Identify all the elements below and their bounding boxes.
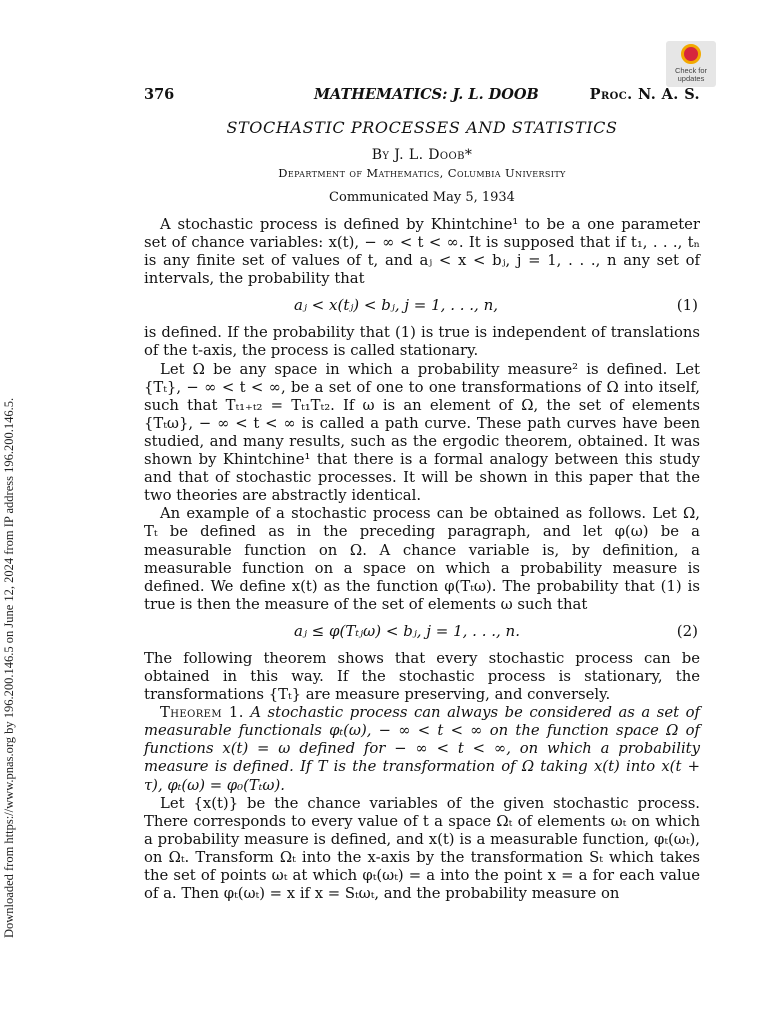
equation-2-expression: aⱼ ≤ φ(Tₜⱼω) < bⱼ, j = 1, . . ., n. xyxy=(294,621,520,640)
running-title: MATHEMATICS: J. L. DOOB xyxy=(314,86,539,103)
check-updates-icon xyxy=(681,44,701,64)
paper-title: STOCHASTIC PROCESSES AND STATISTICS xyxy=(226,118,618,137)
theorem-label: Theorem 1. xyxy=(160,704,244,722)
communicated-line: Communicated May 5, 1934 xyxy=(329,190,515,205)
paragraph-example: An example of a stochastic process can be obtained as follows. Let Ω, Tₜ be defined as in the preceding paragraph, and let φ(ω) be a measurable function on Ω. A chance variable is, by definition, a measurable function on a space on which a probability measure is defined. We define x(t) as the function φ(Tₜω). The probability that (1) is true is then the measure of the set of elements ω such that xyxy=(144,505,700,613)
paragraph-stationary: is defined. If the probability that (1) is true is independent of translations of the t-axis, the process is called stationary. xyxy=(144,324,700,360)
author-line: By J. L. Doob* xyxy=(371,147,473,163)
page-number: 376 xyxy=(144,86,175,103)
equation-1-expression: aⱼ < x(tⱼ) < bⱼ, j = 1, . . ., n, xyxy=(294,296,499,315)
running-header xyxy=(144,86,700,108)
equation-2-number: (2) xyxy=(676,621,698,640)
department-line: Department of Mathematics, Columbia University xyxy=(278,166,566,180)
paragraph-path-curves: Let Ω be any space in which a probability measure² is defined. Let {Tₜ}, − ∞ < t < ∞, be a set of one to one transformations of Ω into itself, such that Tₜ₁₊ₜ₂ = Tₜ₁Tₜ₂. If ω is an element of Ω, the set of elements {Tₜω}, − ∞ < t < ∞ is called a path curve. These path curves have been studied, and many results, such as the ergodic theorem, obtained. It was shown by Khintchine¹ that there is a formal analogy between this study and that of stochastic processes. It will be shown in this paper that the two theories are abstractly identical. xyxy=(144,360,700,505)
article-body xyxy=(144,216,700,903)
download-notice: Downloaded from https://www.pnas.org by 196.200.146.5 on June 12, 2024 from IP address 196.200.146.5. xyxy=(2,397,16,938)
paragraph-following-theorem: The following theorem shows that every stochastic process can be obtained in this way. If the stochastic process is stationary, the transformations {Tₜ} are measure preserving, and conversely. xyxy=(144,649,700,704)
badge-label: Check for updates xyxy=(674,66,708,83)
paragraph-intro: A stochastic process is defined by Khintchine¹ to be a one parameter set of chance variables: x(t), − ∞ < t < ∞. It is supposed that if t₁, . . ., tₙ is any finite set of values of t, and aⱼ < x < bⱼ, j = 1, . . ., n any set of intervals, the probability that xyxy=(144,216,700,288)
journal-name: Proc. N. A. S. xyxy=(589,86,700,103)
check-for-updates-badge[interactable] xyxy=(666,41,716,87)
theorem-text: A stochastic process can always be considered as a set of measurable functionals φₜ(ω), − ∞ < t < ∞ on the function space Ω of functions x(t) = ω defined for − ∞ < t < ∞, on which a probability measure is defined. If T is the transformation of Ω taking x(t) into x(t + τ), φₜ(ω) = φ₀(Tₜω). xyxy=(144,704,700,794)
equation-1-number: (1) xyxy=(676,296,698,315)
theorem-1 xyxy=(144,704,700,794)
equation-2 xyxy=(144,614,700,650)
paragraph-proof: Let {x(t)} be the chance variables of the given stochastic process. There corresponds to every value of t a space Ωₜ of elements ωₜ on which a probability measure is defined, and x(t) is a measurable function, φₜ(ωₜ), on Ωₜ. Transform Ωₜ into the x-axis by the transformation Sₜ which takes the set of points ωₜ at which φₜ(ωₜ) = a into the point x = a for each value of a. Then φₜ(ωₜ) = x if x = Sₜωₜ, and the probability measure on xyxy=(144,794,700,903)
equation-1 xyxy=(144,288,700,324)
